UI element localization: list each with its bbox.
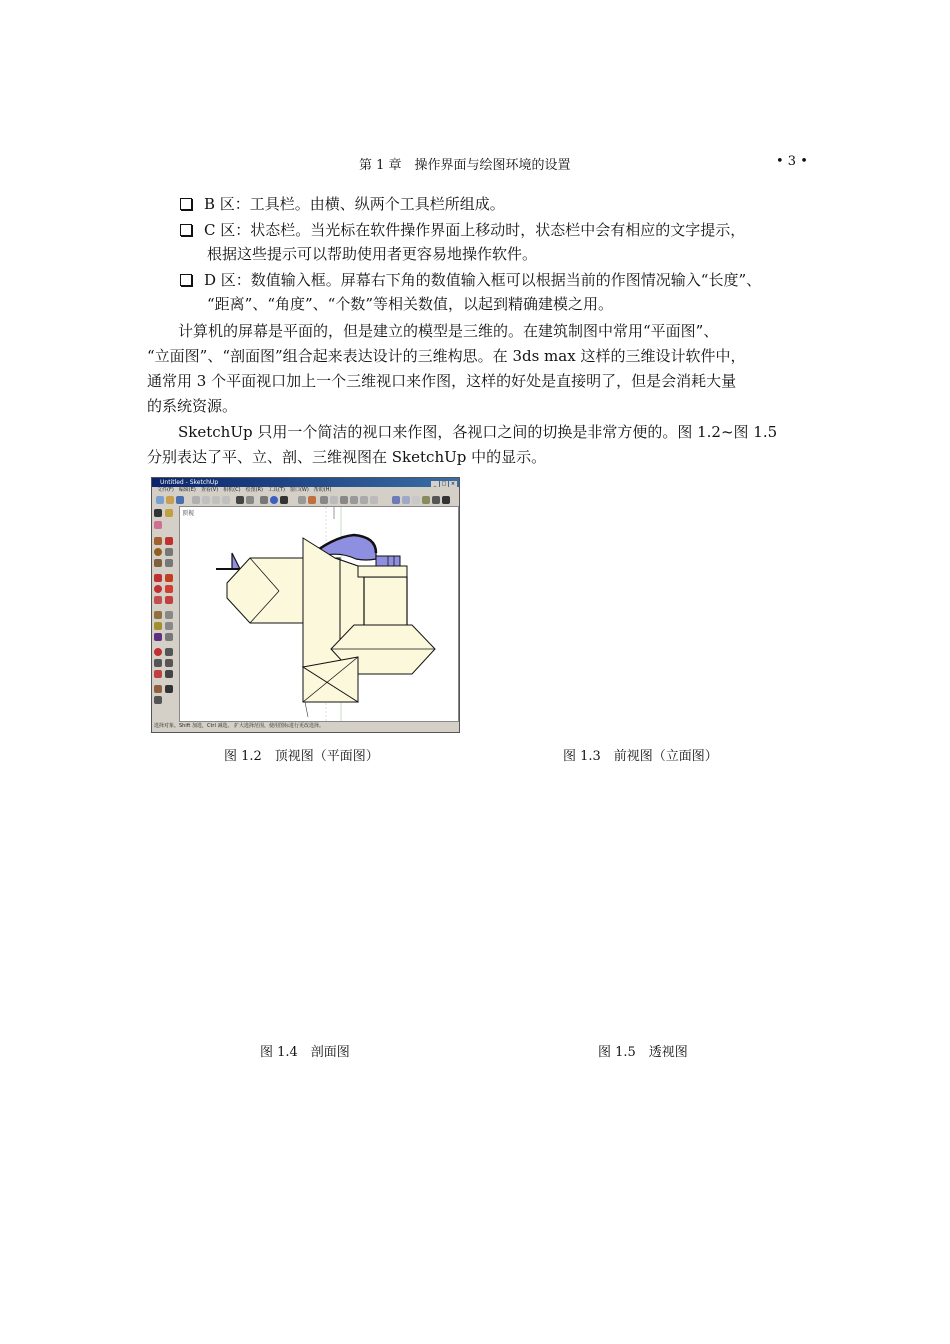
walk-icon — [165, 685, 173, 693]
paragraph-line: 的系统资源。 — [147, 397, 238, 415]
save-icon — [176, 496, 184, 504]
figure-caption-1-5: 图 1.5 透视图 — [598, 1045, 688, 1060]
help-icon — [280, 496, 288, 504]
zoom-extents-icon — [154, 670, 162, 678]
erase-icon — [222, 496, 230, 504]
polygon-icon — [154, 559, 162, 567]
move-icon — [154, 574, 162, 582]
zoom-icon — [154, 659, 162, 667]
line-icon — [165, 537, 173, 545]
freehand-icon — [165, 559, 173, 567]
menu-window: 窗口(W) — [289, 487, 309, 493]
bullet-text: C 区：状态栏。当光标在软件操作界面上移动时，状态栏中会有相应的文字提示， — [204, 221, 746, 239]
hidden-line-icon — [412, 496, 420, 504]
bullet-item — [180, 269, 761, 291]
right-view-icon — [350, 496, 358, 504]
status-text: 选择对象。Shift 加选，Ctrl 减选。 扩大选择范围，使用图标进行更改选择。 — [154, 723, 325, 729]
protractor-icon — [154, 622, 162, 630]
textured-icon — [432, 496, 440, 504]
maximize-icon: □ — [441, 481, 447, 487]
model-info-icon — [270, 496, 278, 504]
left-view-icon — [370, 496, 378, 504]
menu-draw: 绘图(R) — [245, 487, 263, 493]
bullet-item — [180, 219, 745, 241]
paragraph-line: “立面图”、“剖面图”组合起来表达设计的三维构思。在 3ds max 这样的三维设计软件中， — [147, 347, 746, 365]
circle-icon — [154, 548, 162, 556]
section-fill-icon — [308, 496, 316, 504]
rectangle-icon — [154, 537, 162, 545]
bullet-text: B 区：工具栏。由横、纵两个工具栏所组成。 — [204, 195, 505, 213]
menu-edit: 编辑(E) — [178, 487, 196, 493]
chapter-header: 第 1 章 操作界面与绘图环境的设置 — [359, 158, 571, 173]
left-toolbar — [152, 506, 178, 720]
figure-caption-1-2: 图 1.2 顶视图（平面图） — [224, 749, 379, 764]
scale-icon — [154, 596, 162, 604]
arc-icon — [165, 548, 173, 556]
axes-icon — [154, 633, 162, 641]
top-view-icon — [330, 496, 338, 504]
rotate-icon — [154, 585, 162, 593]
window-titlebar — [152, 478, 459, 487]
minimize-icon: _ — [431, 481, 439, 487]
figure-caption-1-4: 图 1.4 剖面图 — [260, 1045, 350, 1060]
select-icon — [154, 509, 162, 517]
figure-caption-1-3: 图 1.3 前视图（立面图） — [563, 749, 718, 764]
window-title: Untitled - SketchUp — [160, 479, 219, 486]
print-icon — [260, 496, 268, 504]
bullet-text: D 区：数值输入框。屏幕右下角的数值输入框可以根据当前的作图情况输入“长度”、 — [204, 271, 762, 289]
dimension-icon — [165, 611, 173, 619]
paragraph-line: 分别表达了平、立、剖、三维视图在 SketchUp 中的显示。 — [147, 448, 547, 466]
monochrome-icon — [442, 496, 450, 504]
menu-camera: 相机(C) — [223, 487, 241, 493]
checkbox-bullet-icon — [180, 274, 192, 286]
bullet-item — [180, 193, 505, 215]
eraser-icon — [154, 521, 162, 529]
top-view-drawing — [180, 507, 458, 721]
bullet-continuation: 根据这些提示可以帮助使用者更容易地操作软件。 — [207, 245, 538, 263]
menu-help: 帮助(H) — [313, 487, 332, 493]
tape-measure-icon — [154, 611, 162, 619]
iso-view-icon — [320, 496, 328, 504]
sketchup-window-figure — [151, 477, 460, 733]
checkbox-bullet-icon — [180, 224, 192, 236]
menu-bar — [152, 487, 459, 494]
follow-me-icon — [165, 585, 173, 593]
menu-tools: 工具(T) — [267, 487, 285, 493]
orbit-icon — [154, 648, 162, 656]
push-pull-icon — [165, 574, 173, 582]
undo-icon — [236, 496, 244, 504]
text-icon — [165, 622, 173, 630]
back-view-icon — [360, 496, 368, 504]
close-icon: × — [450, 481, 456, 487]
cut-icon — [192, 496, 200, 504]
xray-icon — [392, 496, 400, 504]
paragraph-line: 计算机的屏幕是平面的，但是建立的模型是三维的。在建筑制图中常用“平面图”、 — [178, 322, 719, 340]
look-around-icon — [154, 696, 162, 704]
menu-file: 文件(F) — [157, 487, 174, 493]
pan-icon — [165, 648, 173, 656]
redo-icon — [246, 496, 254, 504]
top-toolbar — [152, 494, 459, 506]
page-number: • 3 • — [776, 154, 808, 169]
section-icon — [298, 496, 306, 504]
shaded-icon — [422, 496, 430, 504]
front-view-icon — [340, 496, 348, 504]
component-icon — [165, 509, 173, 517]
wireframe-icon — [402, 496, 410, 504]
menu-view: 查看(V) — [200, 487, 219, 493]
annex-top — [358, 566, 407, 577]
viewport-label: 顶视 — [182, 510, 195, 517]
offset-icon — [165, 596, 173, 604]
drawing-viewport[interactable] — [179, 506, 459, 722]
paragraph-line: 通常用 3 个平面视口加上一个三维视口来作图，这样的好处是直接明了，但是会消耗大量 — [147, 372, 737, 390]
checkbox-bullet-icon — [180, 198, 192, 210]
zoom-window-icon — [165, 659, 173, 667]
paragraph-line: SketchUp 只用一个简洁的视口来作图，各视口之间的切换是非常方便的。图 1.2~图 1.5 — [178, 423, 778, 441]
3d-text-icon — [165, 633, 173, 641]
copy-icon — [202, 496, 210, 504]
position-camera-icon — [154, 685, 162, 693]
paste-icon — [212, 496, 220, 504]
new-icon — [156, 496, 164, 504]
open-icon — [166, 496, 174, 504]
previous-view-icon — [165, 670, 173, 678]
bullet-continuation: “距离”、“角度”、“个数”等相关数值，以起到精确建模之用。 — [207, 295, 614, 313]
status-bar — [152, 721, 459, 732]
